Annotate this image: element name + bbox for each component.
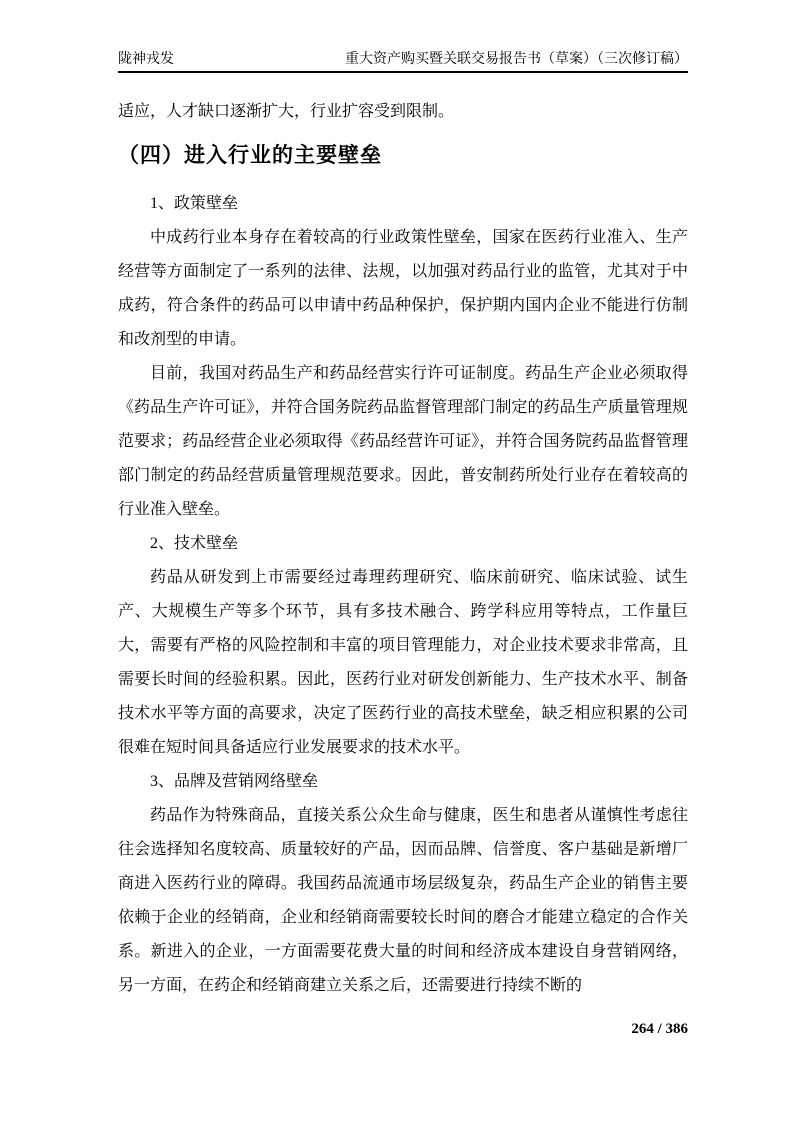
page-content bbox=[118, 0, 688, 1003]
paragraph-policy-2: 目前，我国对药品生产和药品经营实行许可证制度。药品生产企业必须取得《药品生产许可证》，并符合国务院药品监督管理部门制定的药品生产质量管理规范要求；药品经营企业必须取得《药品经营许可证》，并符合国务院药品监督管理部门制定的药品经营质量管理规范要求。因此，普安制药所处行业存在着较高的行业准入壁垒。 bbox=[118, 365, 688, 518]
subsection-title-brand-network-barrier: 3、品牌及营销网络壁垒 bbox=[150, 773, 319, 790]
subsection-title-technology-barrier: 2、技术壁垒 bbox=[150, 535, 239, 552]
page-header bbox=[118, 51, 688, 73]
paragraph-technology-1: 药品从研发到上市需要经过毒理药理研究、临床前研究、临床试验、试生产、大规模生产等多个环节，具有多技术融合、跨学科应用等特点，工作量巨大，需要有严格的风险控制和丰富的项目管理能力，对企业技术要求非常高，且需要长时间的经验积累。因此，医药行业对研发创新能力、生产技术水平、制备技术水平等方面的高要求，决定了医药行业的高技术壁垒，缺乏相应积累的公司很难在短时间具备适应行业发展要求的技术水平。 bbox=[118, 569, 688, 756]
header-report-title: 重大资产购买暨关联交易报告书（草案）（三次修订稿） bbox=[345, 52, 688, 67]
paragraph-policy-1: 中成药行业本身存在着较高的行业政策性壁垒，国家在医药行业准入、生产经营等方面制定了一系列的法律、法规，以加强对药品行业的监管，尤其对于中成药，符合条件的药品可以申请中药品种保护，保护期内国内企业不能进行仿制和改剂型的申请。 bbox=[118, 229, 688, 348]
subsection-title-policy-barrier: 1、政策壁垒 bbox=[150, 195, 239, 212]
intro-paragraph: 适应，人才缺口逐渐扩大，行业扩容受到限制。 bbox=[118, 103, 455, 120]
paragraph-brand-network-1: 药品作为特殊商品，直接关系公众生命与健康，医生和患者从谨慎性考虑往往会选择知名度较高、质量较好的产品，因而品牌、信誉度、客户基础是新增厂商进入医药行业的障碍。我国药品流通市场层级复杂，药品生产企业的销售主要依赖于企业的经销商，企业和经销商需要较长时间的磨合才能建立稳定的合作关系。新进入的企业，一方面需要花费大量的时间和经济成本建设自身营销网络，另一方面，在药企和经销商建立关系之后，还需要进行持续不断的 bbox=[118, 807, 688, 994]
section-heading: （四）进入行业的主要壁垒 bbox=[118, 144, 382, 167]
page-number: 264 / 386 bbox=[631, 1021, 688, 1037]
header-company-name: 陇神戎发 bbox=[118, 52, 174, 67]
